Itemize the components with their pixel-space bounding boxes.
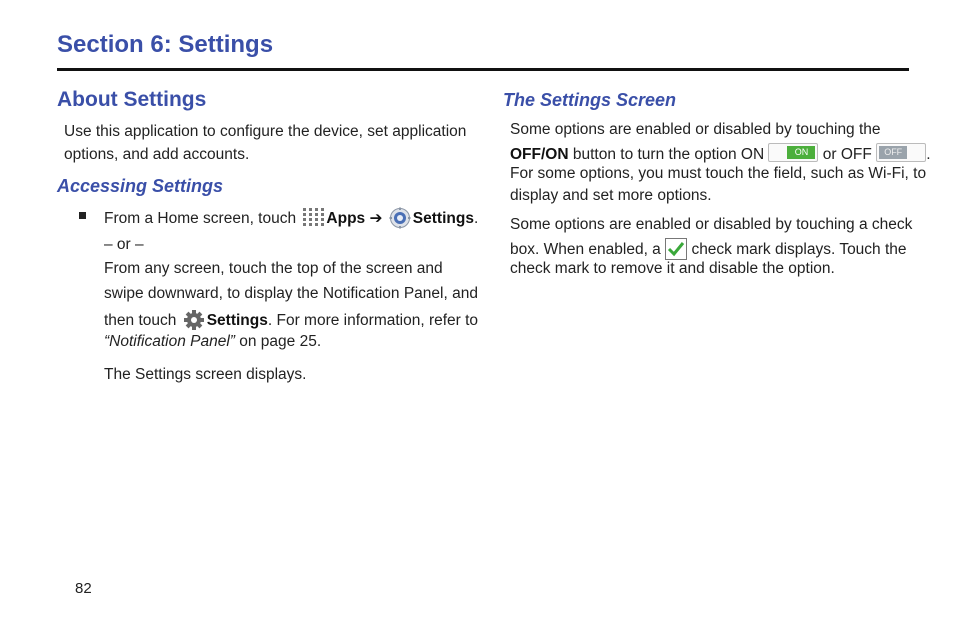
toggle-on-text: ON (787, 146, 815, 159)
alt-line-3-prefix: then touch (104, 312, 177, 329)
apps-label: Apps (326, 210, 366, 227)
alt-line-4-suffix: on page 25. (234, 333, 322, 350)
gear-icon (183, 309, 205, 331)
alt-line-4 (104, 333, 321, 351)
p1-line-2-mid: button to turn the option ON (568, 146, 765, 163)
p2-line-3: check mark to remove it and disable the option. (510, 260, 835, 277)
toggle-on-icon (768, 143, 818, 162)
p1-line-4: display and set more options. (510, 187, 712, 204)
notification-panel-link[interactable]: “Notification Panel” (104, 333, 235, 350)
p1-line-2-end: . (926, 146, 931, 163)
about-text-line-1: Use this application to configure the device, set application (64, 123, 467, 140)
about-settings-heading: About Settings (57, 88, 207, 111)
settings-screen-heading: The Settings Screen (503, 90, 677, 110)
checkbox-checked-icon (665, 238, 687, 260)
result-text: The Settings screen displays. (104, 366, 307, 383)
settings-gear-icon (389, 207, 411, 229)
alt-settings-label: Settings (206, 312, 268, 329)
p1-line-1: Some options are enabled or disabled by touching the (510, 121, 881, 138)
bullet-marker (79, 212, 86, 219)
p2-line-1: Some options are enabled or disabled by touching a check (510, 216, 913, 233)
alt-line-3 (104, 309, 478, 331)
p1-line-2 (510, 143, 931, 164)
alt-line-2: swipe downward, to display the Notification Panel, and (104, 285, 478, 302)
toggle-off-text: OFF (879, 146, 907, 159)
p2-line-2 (510, 238, 907, 260)
step-line (104, 207, 478, 229)
p2-line-2-suffix: check mark displays. Touch the (691, 241, 907, 258)
p1-line-2-or: or OFF (818, 146, 877, 163)
page-title: Section 6: Settings (57, 31, 274, 58)
alt-line-3-suffix: . For more information, refer to (267, 312, 479, 329)
page-number: 82 (75, 580, 92, 597)
step-suffix: . (473, 210, 479, 227)
alt-line-1: From any screen, touch the top of the screen and (104, 260, 443, 277)
arrow-glyph: ➔ (369, 210, 383, 227)
accessing-settings-heading: Accessing Settings (57, 176, 224, 196)
off-on-label: OFF/ON (510, 146, 569, 163)
apps-grid-icon (302, 207, 324, 227)
step-prefix: From a Home screen, touch (104, 210, 297, 227)
or-separator: – or – (104, 236, 144, 253)
about-text-line-2: options, and add accounts. (64, 146, 250, 163)
p2-line-2-prefix: box. When enabled, a (510, 241, 661, 258)
toggle-off-icon (876, 143, 926, 162)
settings-label: Settings (412, 210, 474, 227)
title-divider (57, 68, 909, 71)
p1-line-3: For some options, you must touch the field, such as Wi-Fi, to (510, 165, 927, 182)
